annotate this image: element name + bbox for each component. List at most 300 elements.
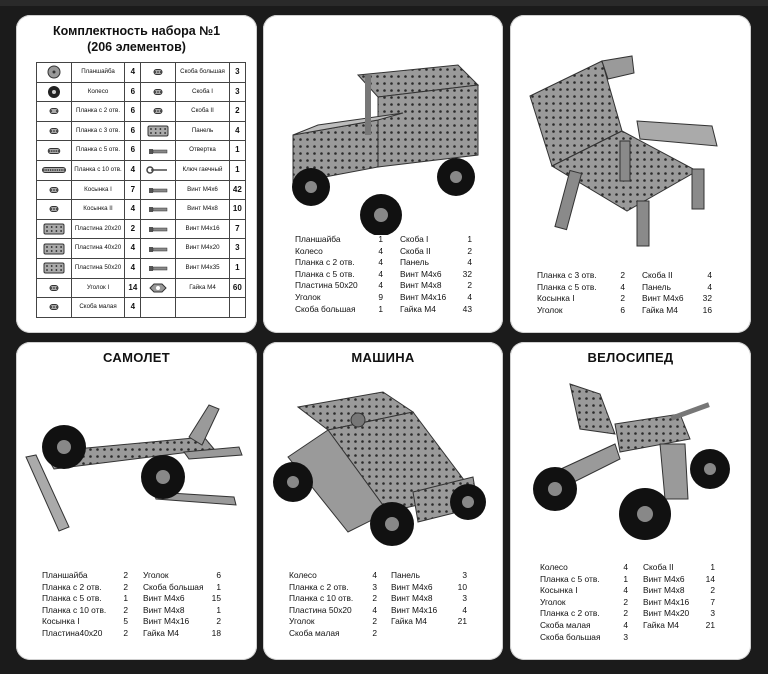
part-list-item (642, 270, 712, 282)
part-list-item (400, 292, 472, 304)
part-list-item (295, 257, 383, 269)
part-list-qty: 4 (378, 268, 383, 279)
part-qty: 6 (125, 102, 141, 122)
part-qty: 6 (125, 121, 141, 141)
part-list-name: Пластина 50х20 (289, 604, 352, 615)
part-list-name: Скоба II (400, 245, 431, 256)
part-list-qty: 5 (123, 616, 128, 627)
part-icon-cell (141, 121, 176, 141)
part-list-item (642, 282, 712, 294)
part-list-item (537, 270, 625, 282)
part-icon-cell (141, 180, 176, 200)
part-list-qty: 4 (378, 245, 383, 256)
part-qty: 42 (229, 180, 245, 200)
part-list-qty: 4 (467, 291, 472, 302)
part-icon-cell (37, 278, 72, 298)
part-list-qty: 21 (457, 616, 467, 627)
part-list-name: Гайка М4 (400, 303, 436, 314)
part-name: Скоба II (176, 102, 229, 122)
bicycle-parts-left (540, 562, 628, 643)
part-list-item (42, 605, 128, 617)
set-table-row (37, 160, 246, 180)
car-title: МАШИНА (351, 350, 415, 365)
part-name (176, 298, 229, 318)
part-list-qty: 18 (211, 627, 221, 638)
plate-50x20-icon (41, 261, 67, 275)
part-qty: 2 (125, 219, 141, 239)
plane-title: САМОЛЕТ (103, 350, 170, 365)
part-name: Пластина 40х20 (71, 239, 124, 259)
part-list-qty: 1 (623, 573, 628, 584)
angle-1-icon (41, 281, 67, 295)
part-list-item (643, 574, 715, 586)
part-qty: 4 (125, 239, 141, 259)
screwdriver-icon (145, 144, 171, 158)
part-list-item (391, 570, 467, 582)
part-list-qty: 1 (710, 562, 715, 572)
part-list-qty: 3 (623, 631, 628, 642)
part-list-name: Планка с 2 отв. (540, 608, 600, 619)
chair-parts-left (537, 270, 625, 316)
part-name: Колесо (71, 82, 124, 102)
part-icon-cell (141, 298, 176, 318)
part-name: Планка с 10 отв. (71, 160, 124, 180)
part-list-name: Гайка М4 (643, 619, 679, 630)
part-list-name: Скоба II (643, 562, 674, 572)
part-list-name: Колесо (540, 562, 568, 572)
part-list-item (143, 605, 221, 617)
part-list-name: Винт М4х8 (643, 585, 685, 596)
part-qty: 3 (229, 239, 245, 259)
part-list-item (391, 593, 467, 605)
set-contents-table (36, 62, 246, 318)
part-name: Косынка II (71, 200, 124, 220)
part-list-qty: 14 (705, 573, 715, 584)
part-list-qty: 16 (702, 304, 712, 315)
part-list-item (540, 585, 628, 597)
part-list-name: Косынка I (42, 616, 80, 627)
part-list-item (289, 582, 377, 594)
part-list-qty: 6 (620, 304, 625, 315)
part-list-name: Винт М4х16 (143, 616, 190, 627)
part-list-item (143, 570, 221, 582)
part-list-qty: 2 (710, 585, 715, 596)
part-list-name: Косынка I (540, 585, 578, 596)
car-model-image (268, 382, 498, 557)
part-icon-cell (37, 102, 72, 122)
part-name: Винт М4х35 (176, 258, 229, 278)
part-list-item (391, 616, 467, 628)
part-list-qty: 32 (462, 268, 472, 279)
part-list-item (400, 280, 472, 292)
part-list-item (391, 605, 467, 617)
part-icon-cell (141, 63, 176, 83)
plane-model-image (24, 397, 249, 547)
part-list-name: Уголок (295, 291, 321, 302)
part-list-name: Панель (642, 281, 671, 292)
part-list-qty: 2 (123, 570, 128, 580)
part-list-item (643, 597, 715, 609)
part-icon-cell (37, 63, 72, 83)
part-list-item (42, 582, 128, 594)
set-table-row (37, 200, 246, 220)
part-list-qty: 3 (462, 570, 467, 580)
part-list-qty: 15 (211, 593, 221, 604)
model-card-bicycle (510, 342, 751, 660)
part-list-name: Гайка М4 (642, 304, 678, 315)
part-list-name: Планшайба (295, 234, 341, 244)
part-list-name: Уголок (537, 304, 563, 315)
part-list-name: Винт М4х20 (643, 608, 690, 619)
part-list-name: Планка с 2 отв. (42, 581, 102, 592)
set-title: Комплектность набора №1 (52, 24, 221, 38)
set-table-row (37, 239, 246, 259)
part-list-name: Скоба большая (540, 631, 601, 642)
part-list-qty: 2 (467, 245, 472, 256)
part-list-name: Скоба II (642, 270, 673, 280)
set-table-row (37, 141, 246, 161)
part-qty: 1 (229, 258, 245, 278)
part-list-qty: 2 (467, 280, 472, 291)
part-list-item (400, 269, 472, 281)
part-list-name: Гайка М4 (391, 616, 427, 627)
part-qty: 7 (125, 180, 141, 200)
part-list-qty: 32 (702, 293, 712, 304)
strip-3-holes-icon (41, 124, 67, 138)
part-icon-cell (37, 239, 72, 259)
part-list-item (400, 304, 472, 316)
part-name: Скоба I (176, 82, 229, 102)
model-card-plane (16, 342, 257, 660)
screw-m4x6-icon (145, 183, 171, 197)
part-list-qty: 4 (372, 570, 377, 580)
part-icon-cell (37, 298, 72, 318)
part-list-qty: 21 (705, 619, 715, 630)
part-list-name: Планка с 2 отв. (295, 257, 355, 268)
part-name: Отвертка (176, 141, 229, 161)
part-list-item (400, 257, 472, 269)
part-name: Скоба малая (71, 298, 124, 318)
part-list-qty: 1 (123, 593, 128, 604)
truck-parts-right (400, 234, 472, 315)
part-name: Косынка I (71, 180, 124, 200)
part-qty: 60 (229, 278, 245, 298)
part-list-qty: 2 (123, 581, 128, 592)
screw-m4x8-icon (145, 202, 171, 216)
part-list-name: Гайка М4 (143, 627, 179, 638)
set-table-row (37, 102, 246, 122)
part-icon-cell (141, 102, 176, 122)
part-list-name: Колесо (295, 245, 323, 256)
part-qty: 4 (229, 121, 245, 141)
part-list-name: Винт М4х8 (400, 280, 442, 291)
part-list-qty: 4 (462, 604, 467, 615)
set-table-row (37, 278, 246, 298)
part-icon-cell (37, 258, 72, 278)
screw-m4x20-icon (145, 242, 171, 256)
part-list-item (540, 562, 628, 574)
chair-model-image (522, 51, 737, 256)
part-list-name: Планка с 5 отв. (540, 573, 600, 584)
part-name: Панель (176, 121, 229, 141)
part-list-name: Планка с 10 отв. (42, 604, 107, 615)
part-icon-cell (37, 160, 72, 180)
part-list-item (643, 608, 715, 620)
part-list-name: Скоба большая (295, 303, 356, 314)
part-list-qty: 43 (462, 303, 472, 314)
washer-plate-icon (41, 65, 67, 79)
set-table-row (37, 82, 246, 102)
part-name: Пластина 50х20 (71, 258, 124, 278)
part-list-name: Пластина 50х20 (295, 280, 358, 291)
part-list-item (643, 585, 715, 597)
part-list-item (143, 616, 221, 628)
part-list-item (295, 234, 383, 246)
part-name: Уголок I (71, 278, 124, 298)
part-name: Ключ гаечный (176, 160, 229, 180)
part-list-qty: 4 (378, 257, 383, 268)
part-list-name: Панель (391, 570, 420, 580)
part-name: Винт М4х6 (176, 180, 229, 200)
set-subtitle: (206 элементов) (87, 40, 186, 54)
part-icon-cell (37, 180, 72, 200)
part-list-qty: 4 (378, 280, 383, 291)
part-list-item (540, 574, 628, 586)
part-list-qty: 10 (457, 581, 467, 592)
model-card-chair (510, 15, 751, 333)
model-card-car (263, 342, 503, 660)
strip-10-holes-icon (41, 163, 67, 177)
part-qty: 4 (125, 258, 141, 278)
part-list-qty: 2 (123, 627, 128, 638)
screw-m4x35-icon (145, 261, 171, 275)
part-list-name: Скоба большая (143, 581, 204, 592)
gusset-2-icon (41, 202, 67, 216)
part-list-item (295, 246, 383, 258)
bicycle-parts-right (643, 562, 715, 632)
part-list-name: Колесо (289, 570, 317, 580)
set-contents-card (16, 15, 257, 333)
part-list-item (537, 293, 625, 305)
set-table-row (37, 258, 246, 278)
wrench-icon (145, 163, 171, 177)
part-list-name: Планка с 5 отв. (295, 268, 355, 279)
part-name: Скоба большая (176, 63, 229, 83)
part-icon-cell (37, 121, 72, 141)
part-qty (229, 298, 245, 318)
part-list-qty: 3 (372, 581, 377, 592)
part-list-item (289, 628, 377, 640)
panel-icon (145, 124, 171, 138)
part-list-item (143, 582, 221, 594)
car-parts-left (289, 570, 377, 640)
part-list-qty: 1 (216, 581, 221, 592)
part-list-qty: 6 (216, 570, 221, 580)
part-name: Планшайба (71, 63, 124, 83)
part-list-qty: 1 (378, 303, 383, 314)
part-qty: 10 (229, 200, 245, 220)
part-list-qty: 2 (623, 596, 628, 607)
part-name: Винт М4х20 (176, 239, 229, 259)
part-name: Планка с 5 отв. (71, 141, 124, 161)
part-qty: 4 (125, 160, 141, 180)
part-list-qty: 1 (467, 234, 472, 244)
part-list-item (537, 282, 625, 294)
bracket-2-icon (145, 104, 171, 118)
part-list-qty: 2 (372, 616, 377, 627)
part-qty: 14 (125, 278, 141, 298)
part-icon-cell (37, 141, 72, 161)
part-list-item (289, 593, 377, 605)
strip-2-holes-icon (41, 104, 67, 118)
gusset-1-icon (41, 183, 67, 197)
part-list-qty: 4 (623, 619, 628, 630)
part-list-item (642, 293, 712, 305)
part-icon-cell (141, 200, 176, 220)
part-list-name: Косынка I (537, 293, 575, 304)
part-list-item (643, 562, 715, 574)
part-list-item (540, 620, 628, 632)
bicycle-title: ВЕЛОСИПЕД (587, 350, 674, 365)
chair-parts-right (642, 270, 712, 316)
part-name: Планка с 3 отв. (71, 121, 124, 141)
screw-m4x16-icon (145, 222, 171, 236)
part-list-name: Винт М4х6 (391, 581, 433, 592)
part-list-qty: 2 (216, 616, 221, 627)
part-list-item (143, 628, 221, 640)
part-icon-cell (37, 219, 72, 239)
part-list-name: Винт М4х16 (643, 596, 690, 607)
part-list-item (289, 605, 377, 617)
part-qty: 2 (229, 102, 245, 122)
part-list-item (400, 246, 472, 258)
part-qty: 7 (229, 219, 245, 239)
part-list-item (295, 269, 383, 281)
part-list-item (143, 593, 221, 605)
part-list-name: Скоба малая (540, 619, 591, 630)
part-list-name: Винт М4х16 (400, 291, 447, 302)
part-qty: 1 (229, 160, 245, 180)
part-list-item (295, 280, 383, 292)
part-name: Гайка М4 (176, 278, 229, 298)
plate-20x20-icon (41, 222, 67, 236)
part-list-qty: 3 (462, 593, 467, 604)
part-qty: 3 (229, 63, 245, 83)
part-list-name: Винт М4х6 (643, 573, 685, 584)
part-list-qty: 4 (707, 270, 712, 280)
part-list-qty: 4 (623, 585, 628, 596)
part-qty: 4 (125, 63, 141, 83)
part-list-item (42, 616, 128, 628)
part-list-name: Планка с 5 отв. (537, 281, 597, 292)
part-list-item (540, 597, 628, 609)
part-icon-cell (141, 82, 176, 102)
set-table-row (37, 219, 246, 239)
part-qty: 3 (229, 82, 245, 102)
part-qty: 4 (125, 200, 141, 220)
part-qty: 4 (125, 298, 141, 318)
part-list-name: Планшайба (42, 570, 88, 580)
part-list-item (391, 582, 467, 594)
part-list-name: Планка с 5 отв. (42, 593, 102, 604)
wheel-icon (41, 85, 67, 99)
part-list-qty: 2 (123, 604, 128, 615)
part-list-item (295, 304, 383, 316)
part-icon-cell (141, 278, 176, 298)
part-list-qty: 4 (467, 257, 472, 268)
part-list-item (289, 570, 377, 582)
part-list-qty: 2 (623, 608, 628, 619)
set-table-row (37, 298, 246, 318)
part-list-name: Панель (400, 257, 429, 268)
part-list-name: Уголок (289, 616, 315, 627)
bracket-large-icon (145, 65, 171, 79)
part-list-name: Планка с 3 отв. (537, 270, 597, 280)
part-list-name: Винт М4х6 (400, 268, 442, 279)
set-table-row (37, 180, 246, 200)
plane-parts-right (143, 570, 221, 640)
part-list-item (400, 234, 472, 246)
part-icon-cell (141, 219, 176, 239)
part-list-qty: 2 (372, 627, 377, 638)
part-list-name: Винт М4х6 (143, 593, 185, 604)
plane-parts-left (42, 570, 128, 640)
part-list-name: Винт М4х16 (391, 604, 438, 615)
strip-5-holes-icon (41, 144, 67, 158)
part-list-name: Скоба I (400, 234, 429, 244)
part-list-qty: 4 (623, 562, 628, 572)
part-qty: 6 (125, 82, 141, 102)
part-name: Винт М4х16 (176, 219, 229, 239)
part-list-name: Скоба малая (289, 627, 340, 638)
bracket-1-icon (145, 85, 171, 99)
part-list-name: Винт М4х8 (391, 593, 433, 604)
part-list-item (540, 632, 628, 644)
part-list-item (289, 616, 377, 628)
part-list-item (537, 305, 625, 317)
part-list-name: Винт М4х6 (642, 293, 684, 304)
part-name: Планка с 2 отв. (71, 102, 124, 122)
part-list-item (642, 305, 712, 317)
part-list-name: Пластина40х20 (42, 627, 103, 638)
plate-40x20-icon (41, 242, 67, 256)
part-list-qty: 2 (620, 270, 625, 280)
part-list-item (540, 608, 628, 620)
nut-m4-icon (145, 281, 171, 295)
part-list-name: Планка с 10 отв. (289, 593, 354, 604)
set-table-row (37, 121, 246, 141)
part-list-name: Планка с 2 отв. (289, 581, 349, 592)
set-table-row (37, 63, 246, 83)
part-icon-cell (141, 258, 176, 278)
part-icon-cell (37, 82, 72, 102)
part-list-name: Винт М4х8 (143, 604, 185, 615)
part-list-qty: 2 (620, 293, 625, 304)
part-list-qty: 4 (707, 281, 712, 292)
car-parts-right (391, 570, 467, 628)
part-list-item (42, 570, 128, 582)
part-name: Винт М4х8 (176, 200, 229, 220)
part-list-name: Уголок (540, 596, 566, 607)
part-qty: 6 (125, 141, 141, 161)
part-name: Пластина 20х20 (71, 219, 124, 239)
part-list-qty: 2 (372, 593, 377, 604)
bracket-small-icon (41, 300, 67, 314)
part-list-item (643, 620, 715, 632)
part-icon-cell (37, 200, 72, 220)
part-icon-cell (141, 141, 176, 161)
truck-parts-left (295, 234, 383, 315)
